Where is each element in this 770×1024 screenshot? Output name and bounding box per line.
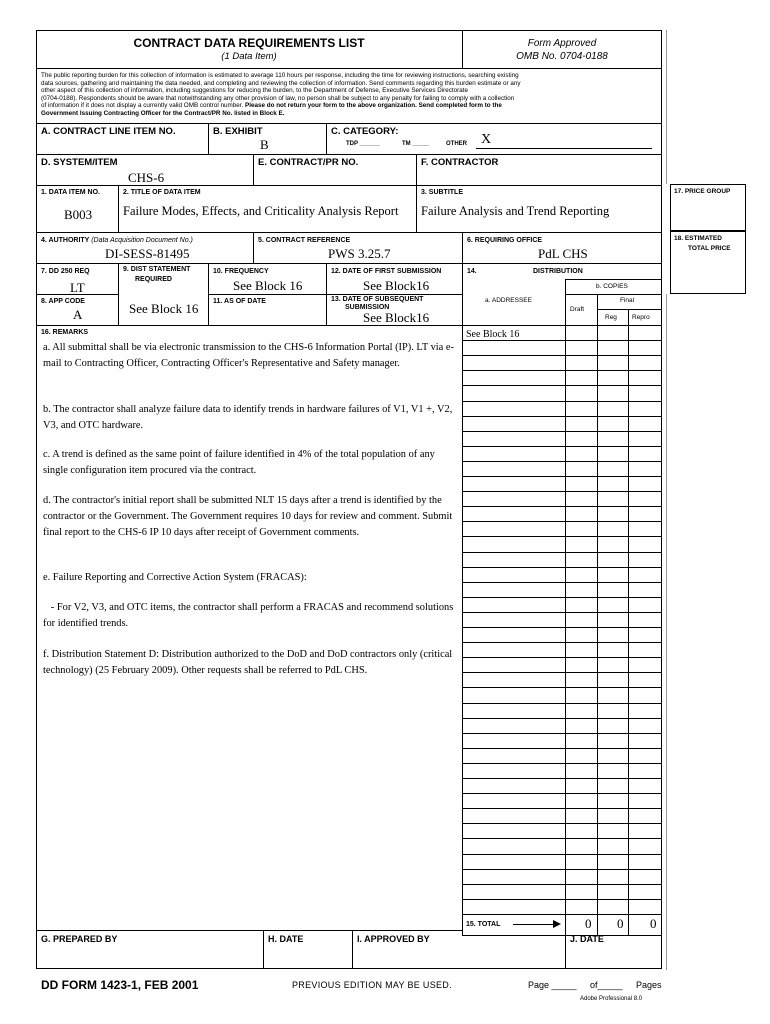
total-reg: 0 <box>617 916 624 931</box>
item13-label: 13. DATE OF SUBSEQUENT SUBMISSION <box>331 296 424 311</box>
distribution-row-line <box>462 567 662 568</box>
requiring-office[interactable]: PdL CHS <box>538 246 588 261</box>
first-submission-value[interactable]: See Block16 <box>363 278 430 293</box>
item3-label: 3. SUBTITLE <box>421 189 464 196</box>
block-f-label: F. CONTRACTOR <box>421 157 499 168</box>
distribution-row-line <box>462 370 662 371</box>
item14-label: 14. <box>467 268 477 275</box>
distribution-row-line <box>462 703 662 704</box>
distribution-row-line <box>462 340 662 341</box>
distribution-row-line <box>462 446 662 447</box>
distribution-row-line <box>462 642 662 643</box>
reg-header: Reg <box>605 314 617 321</box>
page-label: Page _____ <box>528 980 577 990</box>
item9-label: 9. DIST STATEMENT REQUIRED <box>123 266 191 283</box>
item17-label: 17. PRICE GROUP <box>674 188 731 195</box>
burden-statement: The public reporting burden for this collection of information is estimated to average 110 hours per response, including the time for reviewing instructions, searching existing data sources, gathering and maintaining the data needed, and completing and reviewing the collection of information. Send comments regarding this burden estimate or any other aspect of this collection of information, including suggestions for reducing the burden, to the Department of Defense, Executive Services Directorate (0704-0188). Respondents should be aware that notwithstanding any other provision of law, no person shall be subject to any penalty for failing to comply with a collection of information if it does not display a currently valid OMB control number. Please do not return your form to the above organization. Send completed form to the Government Issuing Contracting Officer for the Contract/PR No. listed in Block E. <box>41 72 521 117</box>
remark-d: d. The contractor's initial report shall be submitted NLT 15 days after a trend is identified by the contractor or the Government. The Government requires 10 days for review and comment. Submit final report to the CHS-6 IP 10 days after receipt of Government comments. <box>43 495 453 538</box>
item1-label: 1. DATA ITEM NO. <box>41 189 100 196</box>
distribution-row-line <box>462 582 662 583</box>
edition-note: PREVIOUS EDITION MAY BE USED. <box>292 980 452 990</box>
block-i-label: I. APPROVED BY <box>357 934 430 944</box>
block-g-label: G. PREPARED BY <box>41 934 118 944</box>
item11-label: 11. AS OF DATE <box>213 298 266 305</box>
item10-label: 10. FREQUENCY <box>213 268 269 275</box>
distribution-row-line <box>462 718 662 719</box>
distribution-row-line <box>462 597 662 598</box>
addressee-header: a. ADDRESSEE <box>485 297 532 304</box>
item16-label: 16. REMARKS <box>41 329 89 336</box>
block-a-label: A. CONTRACT LINE ITEM NO. <box>41 126 176 137</box>
distribution-row-line <box>462 748 662 749</box>
dist-statement-value[interactable]: See Block 16 <box>129 301 199 316</box>
category-other: OTHER <box>446 141 467 147</box>
distribution-row-line <box>462 899 662 900</box>
total-repro: 0 <box>650 916 657 931</box>
distribution-row-line <box>462 325 662 326</box>
draft-header: Draft <box>570 306 585 313</box>
category-other-value[interactable]: X <box>481 132 492 147</box>
remark-e: e. Failure Reporting and Corrective Action System (FRACAS): <box>43 572 307 583</box>
item7-label: 7. DD 250 REQ <box>41 268 90 275</box>
item2-label: 2. TITLE OF DATA ITEM <box>123 189 201 196</box>
data-item-no[interactable]: B003 <box>64 207 93 222</box>
distribution-row-line <box>462 914 662 915</box>
distribution-row-line <box>462 521 662 522</box>
distribution-row-line <box>462 657 662 658</box>
distribution-row-line <box>462 778 662 779</box>
remark-b: b. The contractor shall analyze failure data to identify trends in hardware failures of V1, V1 +, V2, V3, and OTC hardware. <box>43 404 453 431</box>
category-tdp[interactable]: TDP ______ <box>346 141 380 147</box>
form-approved: Form Approved <box>527 38 597 49</box>
exhibit-value[interactable]: B <box>260 137 269 152</box>
item8-label: 8. APP CODE <box>41 298 85 305</box>
distribution-row-line <box>462 552 662 553</box>
total-label: 15. TOTAL <box>466 921 501 928</box>
distribution-row-line <box>462 355 662 356</box>
omb-number: OMB No. 0704-0188 <box>516 51 608 62</box>
item12-label: 12. DATE OF FIRST SUBMISSION <box>331 268 442 275</box>
item18-label: 18. ESTIMATED TOTAL PRICE <box>674 235 731 252</box>
remark-a: a. All submittal shall be via electronic transmission to the CHS-6 Information Portal (IP). LT via e-mail to Contracting Officer, Contracting Officer's Representative and Safety manager. <box>43 342 454 369</box>
total-arrow-icon <box>513 924 555 925</box>
subtitle-value[interactable]: Failure Analysis and Trend Reporting <box>421 204 610 218</box>
block-d-label: D. SYSTEM/ITEM <box>41 157 118 168</box>
remark-c: c. A trend is defined as the same point of failure identified in 4% of the total population of any single configuration item procured via the contract. <box>43 449 435 476</box>
producer-note: Adobe Professional 8.0 <box>580 996 643 1002</box>
category-tm[interactable]: TM _____ <box>402 141 430 147</box>
distribution-row-line <box>462 854 662 855</box>
form-title: CONTRACT DATA REQUIREMENTS LIST <box>133 36 365 50</box>
system-item-value[interactable]: CHS-6 <box>128 170 165 185</box>
item6-label: 6. REQUIRING OFFICE <box>467 237 543 244</box>
app-code-value[interactable]: A <box>73 307 83 322</box>
block-e-label: E. CONTRACT/PR NO. <box>258 157 359 168</box>
repro-header: Repro <box>632 314 650 321</box>
distribution-row-line <box>462 838 662 839</box>
block-h-label: H. DATE <box>268 934 304 944</box>
form-id: DD FORM 1423-1, FEB 2001 <box>41 978 199 992</box>
item5-label: 5. CONTRACT REFERENCE <box>258 237 351 244</box>
pages-label: Pages <box>636 980 662 990</box>
of-label: of_____ <box>590 980 623 990</box>
distribution-first-row[interactable]: See Block 16 <box>466 329 520 340</box>
distribution-row-line <box>462 627 662 628</box>
distribution-row-line <box>462 884 662 885</box>
remark-e2: - For V2, V3, and OTC items, the contractor shall perform a FRACAS and recommend solutions for identified trends. <box>43 602 456 629</box>
dd250-value[interactable]: LT <box>70 280 85 295</box>
distribution-row-line <box>462 385 662 386</box>
item4-label: 4. AUTHORITY (Data Acquisition Document No.) <box>41 237 193 244</box>
distribution-title: DISTRIBUTION <box>533 268 583 275</box>
distribution-row-line <box>462 506 662 507</box>
final-header: Final <box>620 297 635 304</box>
form-subtitle: (1 Data Item) <box>221 51 277 62</box>
distribution-row-line <box>462 823 662 824</box>
distribution-row-line <box>462 461 662 462</box>
distribution-row-line <box>462 687 662 688</box>
distribution-row-line <box>462 869 662 870</box>
block-c-label: C. CATEGORY: <box>331 126 399 137</box>
total-draft: 0 <box>585 916 592 931</box>
remark-f: f. Distribution Statement D: Distribution authorized to the DoD and DoD contractors only (critical technology) (25 February 2009). Other requests shall be referred to PdL CHS. <box>43 649 453 676</box>
header-divider <box>462 30 463 68</box>
subsequent-submission-value[interactable]: See Block16 <box>363 310 430 325</box>
distribution-row-line <box>462 763 662 764</box>
distribution-row-line <box>462 612 662 613</box>
distribution-row-line <box>462 808 662 809</box>
distribution-row-line <box>462 416 662 417</box>
block-b-label: B. EXHIBIT <box>213 126 263 137</box>
distribution-row-line <box>462 733 662 734</box>
distribution-row-line <box>462 793 662 794</box>
contract-reference[interactable]: PWS 3.25.7 <box>328 246 391 261</box>
frequency-value[interactable]: See Block 16 <box>233 278 303 293</box>
distribution-row-line <box>462 536 662 537</box>
block-j-label: J. DATE <box>570 934 604 944</box>
total-arrowhead-icon <box>553 920 561 928</box>
copies-header: b. COPIES <box>596 283 628 290</box>
distribution-row-line <box>462 672 662 673</box>
data-item-title[interactable]: Failure Modes, Effects, and Criticality Analysis Report <box>123 204 399 218</box>
distribution-row-line <box>462 431 662 432</box>
distribution-row-line <box>462 401 662 402</box>
header-bottom-line <box>36 68 662 69</box>
distribution-row-line <box>462 491 662 492</box>
distribution-row-line <box>462 476 662 477</box>
authority-value[interactable]: DI-SESS-81495 <box>105 246 190 261</box>
